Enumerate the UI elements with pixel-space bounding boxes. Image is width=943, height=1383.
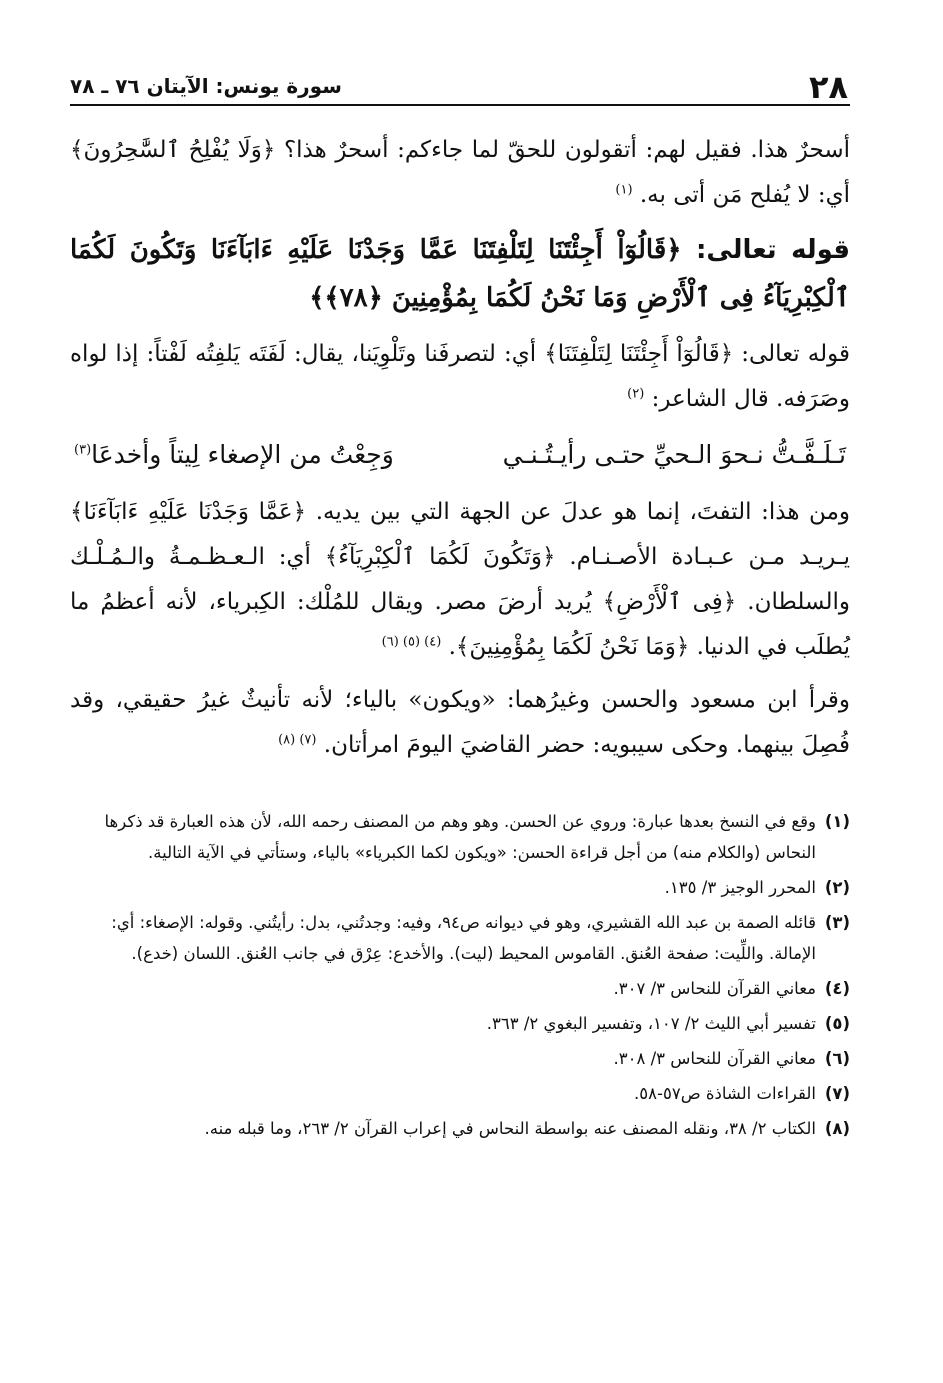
footnote-text: تفسير أبي الليث ٢/ ١٠٧، وتفسير البغوي ٢/ ٣٦٣. [486,1014,816,1033]
poem-hemistich-first: تَـلَـفَّـتُّ نـحوَ الـحيِّ حتـى رأيـتُـنـي [502,440,846,469]
footnote-text: الكتاب ٢/ ٣٨، ونقله المصنف عنه بواسطة النحاس في إعراب القرآن ٢/ ٢٦٣، وما قبله منه. [204,1119,816,1138]
footnote-text: وقع في النسخ بعدها عبارة: وروي عن الحسن. وهو وهم من المصنف رحمه الله، لأن هذه العبارة قد ذكرها النحاس (والكلام منه) من أجل قراءة الحسن: «ويكون لكما الكبرياء» بالياء، وستأتي في الآية التالية. [104,812,816,862]
paragraph-2 [70,332,850,422]
footnote-number: (٨) [824,1119,850,1138]
footnote-item [70,1008,850,1039]
verse-heading [70,226,850,322]
paragraph-2-text: قوله تعالى: ﴿قَالُوٓاْ أَجِئْتَنَا لِتَلْفِتَنَا﴾ أي: لتصرفَنا وتَلْوِيَنا، يقال: لَفَتَه يَلفِتُه لَفْتاً: إذا لواه وصَرَفه. قال الشاعر: [70,341,850,412]
footnote-ref-2: (٢) [627,386,645,402]
verse-heading-quran: ﴿قَالُوٓاْ أَجِئْتَنَا لِتَلْفِتَنَا عَمَّا وَجَدْنَا عَلَيْهِ ءَابَآءَنَا وَتَكُونَ لَكُمَا ٱلْكِبْرِيَآءُ فِى ٱلْأَرْضِ وَمَا نَحْنُ لَكُمَا بِمُؤْمِنِينَ ﴿٧٨﴾﴾ [70,235,850,313]
paragraph-4 [70,678,850,768]
footnote-number: (١) [824,812,850,831]
poem-hemistich-second-wrap [74,430,394,480]
footnote-text: معاني القرآن للنحاس ٣/ ٣٠٧. [613,979,816,998]
verse-heading-lead: قوله تعالى: [696,235,851,265]
poem-hemistich-second: وَجِعْتُ من الإصغاء لِيتاً وأخدعَا [91,440,394,469]
poem-verse [70,430,850,480]
footnote-number: (٦) [824,1049,850,1068]
paragraph-1-text: أسحرٌ هذا. فقيل لهم: أتقولون للحقّ لما جاءكم: أسحرٌ هذا؟ ﴿وَلَا يُفْلِحُ ٱلسَّٰحِرُونَ﴾ أي: لا يُفلح مَن أتى به. [70,137,850,208]
footnote-text: قائله الصمة بن عبد الله القشيري، وهو في ديوانه ص٩٤، وفيه: وجدتُني، بدل: رأيتُني. وقوله: الإصغاء: أي: الإمالة. واللِّيت: صفحة العُنق. القاموس المحيط (ليت). والأخدع: عِرْق في جانب العُنق. اللسان (خدع). [111,913,816,963]
footnote-item [70,973,850,1004]
footnote-text: المحرر الوجيز ٣/ ١٣٥. [664,878,816,897]
footnote-number: (٤) [824,979,850,998]
footnote-ref-3: (٣) [74,442,92,458]
page-header [70,58,850,106]
footnote-number: (٧) [824,1084,850,1103]
paragraph-3 [70,490,850,670]
footnote-number: (٥) [824,1014,850,1033]
footnote-item [70,872,850,903]
footnote-refs-4-6: (٤) (٥) (٦) [381,634,442,650]
paragraph-3-text: ومن هذا: التفتَ، إنما هو عدلَ عن الجهة التي بين يديه. ﴿عَمَّا وَجَدْنَا عَلَيْهِ ءَابَآءَنَا﴾ يـريـد مـن عـبـادة الأصـنـام. ﴿وَتَكُونَ لَكُمَا ٱلْكِبْرِيَآءُ﴾ أي: الـعـظـمـةُ والـمُـلْـك والسلطان. ﴿فِى ٱلْأَرْضِ﴾ يُريد أرضَ مصر. ويقال للمُلْك: الكِبرياء، لأنه أعظمُ ما يُطلَب في الدنيا. ﴿وَمَا نَحْنُ لَكُمَا بِمُؤْمِنِينَ﴾. [70,499,850,660]
footnote-item [70,1113,850,1144]
paragraph-1 [70,128,850,218]
footnote-item [70,806,850,868]
main-text [70,128,850,768]
footnote-ref-1: (١) [615,182,633,198]
page-number: ٢٨ [808,68,848,106]
footnote-number: (٣) [824,913,850,932]
paragraph-4-text: وقرأ ابن مسعود والحسن وغيرُهما: «ويكون» بالياء؛ لأنه تأنيثٌ غيرُ حقيقي، وقد فُصِلَ بينهما. وحكى سيبويه: حضر القاضيَ اليومَ امرأتان. [70,687,850,758]
footnote-item [70,907,850,969]
footnote-text: معاني القرآن للنحاس ٣/ ٣٠٨. [613,1049,816,1068]
running-title: سورة يونس: الآيتان ٧٦ ـ ٧٨ [70,74,342,98]
footnote-item [70,1043,850,1074]
footnote-refs-7-8: (٧) (٨) [278,732,317,748]
footnote-text: القراءات الشاذة ص٥٧-٥٨. [634,1084,816,1103]
footnotes [70,792,850,1144]
footnote-number: (٢) [824,878,850,897]
footnote-item [70,1078,850,1109]
book-page [70,58,850,1148]
